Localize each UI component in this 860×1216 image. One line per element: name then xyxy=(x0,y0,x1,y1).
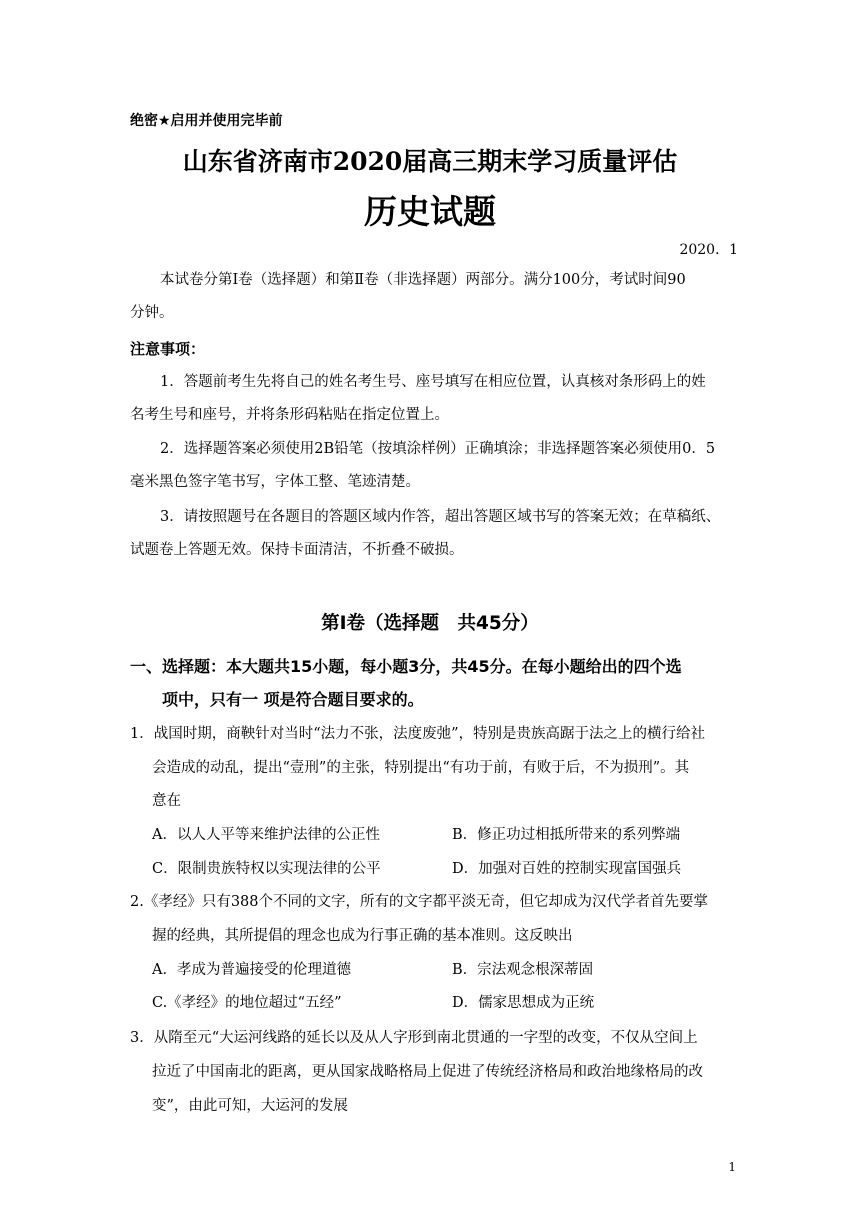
q1-stem-line-1: 1．战国时期，商鞅针对当时“法力不张，法度废弛”，特别是贵族高踞于法之上的横行给社 xyxy=(130,726,706,742)
q2-stem-line-2: 握的经典，其所提倡的理念也成为行事正确的基本准则。这反映出 xyxy=(152,928,573,944)
q2-option-d: D．儒家思想成为正统 xyxy=(452,995,595,1011)
note-2-line-2: 毫米黑色签字笔书写，字体工整、笔迹清楚。 xyxy=(130,474,420,490)
note-3-line-1: 3．请按照题号在各题目的答题区域内作答，超出答题区域书写的答案无效；在草稿纸、 xyxy=(160,509,721,525)
note-1-line-2: 名考生号和座号，并将条形码粘贴在指定位置上。 xyxy=(130,407,449,423)
intro-line-1: 本试卷分第Ⅰ卷（选择题）和第Ⅱ卷（非选择题）两部分。满分100分，考试时间90 xyxy=(160,272,686,288)
section-1-title: 第Ⅰ卷（选择题 共45分） xyxy=(321,613,539,634)
q3-stem-line-3: 变”，由此可知，大运河的发展 xyxy=(152,1098,348,1114)
exam-title: 山东省济南市2020届高三期末学习质量评估 xyxy=(182,147,678,176)
q1-option-a: A．以人人平等来维护法律的公正性 xyxy=(152,827,380,843)
q2-option-a: A．孝成为普遍接受的伦理道德 xyxy=(152,962,351,978)
q2-option-c: C.《孝经》的地位超过“五经” xyxy=(152,995,342,1011)
q3-stem-line-1: 3．从隋至元“大运河线路的延长以及从人字形到南北贯通的一字型的改变，不仅从空间上 xyxy=(130,1030,698,1046)
confidential-mark: 绝密★启用并使用完毕前 xyxy=(130,113,283,129)
q1-stem-line-3: 意在 xyxy=(152,793,181,809)
section-1-intro-line-1: 一、选择题：本大题共15小题，每小题3分，共45分。在每小题给出的四个选 xyxy=(130,657,682,676)
note-2-line-1: 2．选择题答案必须使用2B铅笔（按填涂样例）正确填涂；非选择题答案必须使用0．5 xyxy=(160,441,716,457)
q1-stem-line-2: 会造成的动乱，提出“壹刑”的主张，特别提出“有功于前，有败于后，不为损刑”。其 xyxy=(152,760,690,776)
q1-option-b: B．修正功过相抵所带来的系列弊端 xyxy=(452,827,681,843)
q2-stem-line-1: 2.《孝经》只有388个不同的文字，所有的文字都平淡无奇，但它却成为汉代学者首先要掌 xyxy=(130,894,709,910)
section-1-intro-line-2: 项中，只有一 项是符合题目要求的。 xyxy=(162,690,424,709)
notes-heading: 注意事项： xyxy=(130,340,206,358)
exam-subtitle: 历史试题 xyxy=(364,192,496,231)
q2-option-b: B．宗法观念根深蒂固 xyxy=(452,962,594,978)
note-3-line-2: 试题卷上答题无效。保持卡面清洁，不折叠不破损。 xyxy=(130,542,464,558)
note-1-line-1: 1．答题前考生先将自己的姓名考生号、座号填写在相应位置，认真核对条形码上的姓 xyxy=(160,374,706,390)
intro-line-2: 分钟。 xyxy=(130,305,174,321)
q1-option-d: D．加强对百姓的控制实现富国强兵 xyxy=(452,861,682,877)
exam-date: 2020．1 xyxy=(679,242,738,258)
page-number: 1 xyxy=(728,1160,736,1174)
q1-option-c: C．限制贵族特权以实现法律的公平 xyxy=(152,861,381,877)
q3-stem-line-2: 拉近了中国南北的距离，更从国家战略格局上促进了传统经济格局和政治地缘格局的改 xyxy=(152,1064,703,1080)
